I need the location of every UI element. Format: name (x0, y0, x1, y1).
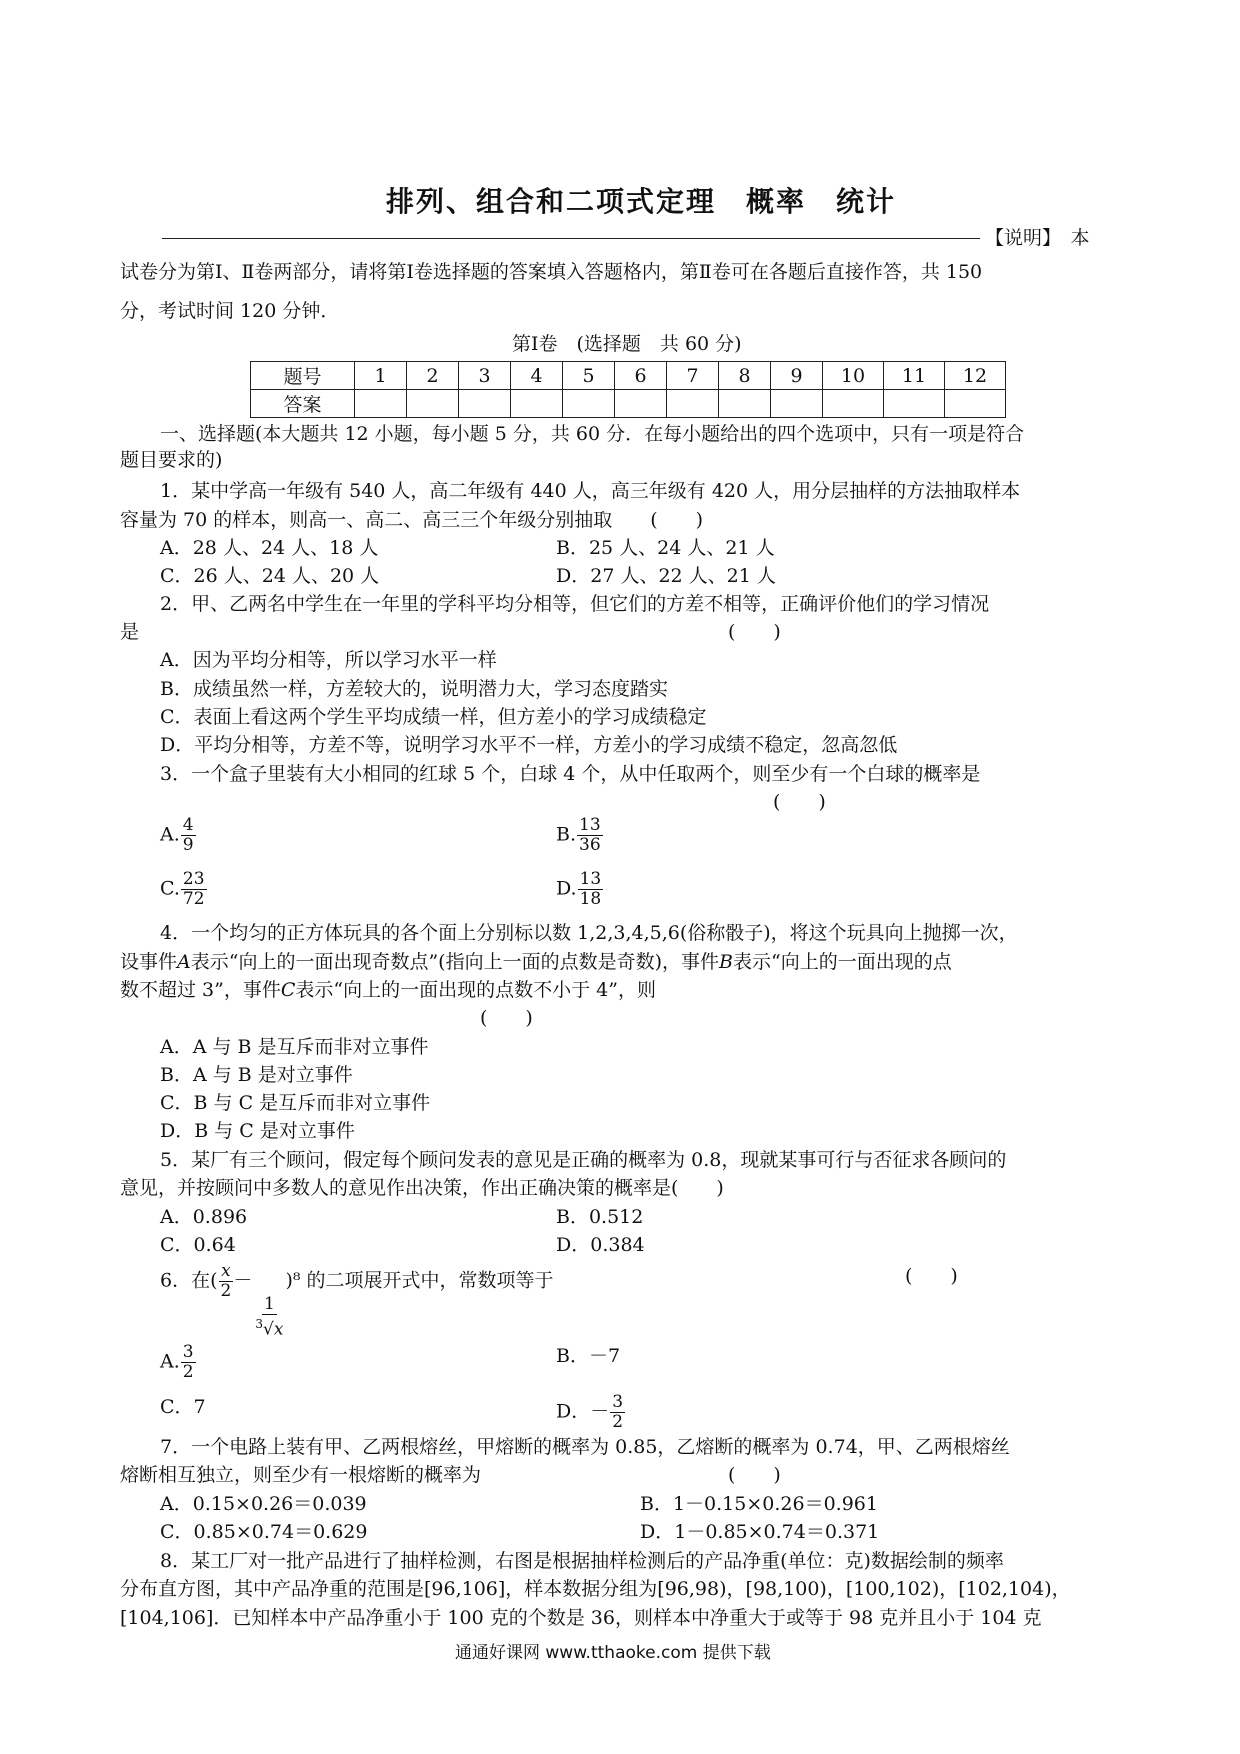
q2-stem-1: 2．甲、乙两名中学生在一年里的学科平均分相等，但它们的方差不相等，正确评价他们的学习情况 (160, 593, 990, 615)
q8-stem-2: 分布直方图，其中产品净重的范围是[96,106]，样本数据分组为[96,98)，[98,100)，[100,102)，[102,104)， (120, 1578, 1071, 1600)
q7-option-d: D．1－0.85×0.74＝0.371 (640, 1521, 880, 1543)
numerator: 4 (182, 815, 194, 835)
q1-option-a: A．28 人、24 人、18 人 (160, 537, 379, 559)
answer-cell[interactable] (407, 390, 459, 418)
text-run: 表示“向上的一面出现的点 (732, 951, 952, 973)
fraction (181, 816, 196, 855)
q3-option-c (160, 870, 207, 909)
q7-option-a: A．0.15×0.26＝0.039 (160, 1493, 367, 1515)
q6-stem (160, 1262, 554, 1339)
answer-cell[interactable] (771, 390, 823, 418)
section-heading-line-1: 一、选择题(本大题共 12 小题，每小题 5 分，共 60 分．在每小题给出的四个选项中，只有一项是符合 (160, 423, 1025, 445)
question-number-cell: 5 (563, 362, 615, 390)
q6-option-b: B．－7 (556, 1345, 621, 1367)
text-run: 表示“向上的一面出现的点数不小于 4”，则 (295, 979, 656, 1001)
numerator: 23 (182, 869, 205, 889)
q7-answer-paren: ( ) (728, 1464, 781, 1486)
numerator: x (221, 1261, 231, 1281)
denominator: 9 (182, 835, 194, 855)
fraction (578, 870, 604, 909)
text-run: 表示“向上的一面出现奇数点”(指向上一面的点数是奇数)，事件 (190, 951, 720, 973)
option-label: D．－ (556, 1400, 610, 1423)
answer-table (250, 361, 1006, 418)
q2-answer-paren: ( ) (728, 621, 781, 643)
table-header-cell: 题号 (251, 362, 355, 390)
text-run: 设事件 (120, 951, 178, 973)
minus-sign: － (233, 1269, 253, 1292)
denominator: 36 (579, 835, 601, 855)
fraction (610, 1393, 625, 1432)
q7-option-b: B．1－0.15×0.26＝0.961 (640, 1493, 878, 1515)
q6-option-c: C．7 (160, 1396, 206, 1418)
q4-option-c: C．B 与 C 是互斥而非对立事件 (160, 1092, 431, 1114)
q4-answer-paren: ( ) (480, 1007, 533, 1029)
note-label: 【说明】 本 (985, 227, 1090, 249)
section-heading-line-2: 题目要求的) (120, 449, 223, 471)
answer-cell[interactable] (945, 390, 1006, 418)
question-number-cell: 11 (884, 362, 945, 390)
q3-option-d (556, 870, 603, 909)
q2-stem-2: 是 (120, 621, 140, 643)
q5-option-c: C．0.64 (160, 1234, 236, 1256)
radical-icon: √ (263, 1319, 274, 1340)
text-run: )⁸ 的二项展开式中，常数项等于 (285, 1269, 554, 1292)
q4-option-b: B．A 与 B 是对立事件 (160, 1064, 353, 1086)
answer-cell[interactable] (459, 390, 511, 418)
answer-cell[interactable] (719, 390, 771, 418)
q2-option-c: C．表面上看这两个学生平均成绩一样，但方差小的学习成绩稳定 (160, 706, 707, 728)
q5-stem-2: 意见，并按顾问中多数人的意见作出决策，作出正确决策的概率是( ) (120, 1177, 724, 1199)
title-rule (162, 238, 980, 239)
option-label: A. (160, 1350, 180, 1373)
radicand: x (273, 1319, 284, 1340)
numerator: 13 (579, 815, 601, 835)
q7-option-c: C．0.85×0.74＝0.629 (160, 1521, 368, 1543)
page-title: 排列、组合和二项式定理 概率 统计 (386, 185, 897, 218)
q1-option-b: B．25 人、24 人、21 人 (556, 537, 775, 559)
answer-cell[interactable] (667, 390, 719, 418)
q4-stem-3 (120, 976, 656, 1004)
denominator (253, 1315, 285, 1340)
answer-cell[interactable] (511, 390, 563, 418)
numerator: 3 (612, 1392, 624, 1412)
event-b: B (719, 951, 733, 973)
q2-option-b: B．成绩虽然一样，方差较大的，说明潜力大，学习态度踏实 (160, 678, 668, 700)
question-number-cell: 4 (511, 362, 563, 390)
question-number-cell: 3 (459, 362, 511, 390)
numerator: 3 (182, 1342, 194, 1362)
q5-stem-1: 5．某厂有三个顾问，假定每个顾问发表的意见是正确的概率为 0.8，现就某事可行与否征求各顾问的 (160, 1149, 1007, 1171)
event-a: A (177, 951, 191, 973)
table-row (251, 362, 1006, 390)
text-run: 6．在( (160, 1269, 218, 1292)
question-number-cell: 2 (407, 362, 459, 390)
intro-line-2: 分，考试时间 120 分钟． (120, 300, 340, 322)
numerator: 1 (263, 1293, 275, 1314)
q4-stem-2 (120, 948, 952, 976)
answer-cell[interactable] (355, 390, 407, 418)
footer-text: 通通好课网 www.tthaoke.com 提供下载 (455, 1643, 771, 1663)
option-label: D. (556, 877, 577, 900)
question-number-cell: 12 (945, 362, 1006, 390)
q5-option-b: B．0.512 (556, 1206, 644, 1228)
intro-line-1: 试卷分为第Ⅰ、Ⅱ卷两部分，请将第Ⅰ卷选择题的答案填入答题格内，第Ⅱ卷可在各题后直接作答，共 150 (120, 261, 983, 283)
q7-stem-2: 熔断相互独立，则至少有一根熔断的概率为 (120, 1464, 482, 1486)
q7-stem-1: 7．一个电路上装有甲、乙两根熔丝，甲熔断的概率为 0.85，乙熔断的概率为 0.74，甲、乙两根熔丝 (160, 1436, 1010, 1458)
option-label: C. (160, 877, 180, 900)
q6-option-a (160, 1343, 196, 1382)
option-label: B. (556, 823, 577, 846)
answer-cell[interactable] (884, 390, 945, 418)
q4-option-d: D．B 与 C 是对立事件 (160, 1120, 355, 1142)
q3-answer-paren: ( ) (773, 791, 826, 813)
question-number-cell: 9 (771, 362, 823, 390)
answer-cell[interactable] (563, 390, 615, 418)
q8-stem-3: [104,106]．已知样本中产品净重小于 100 克的个数是 36，则样本中净重大于或等于 98 克并且小于 104 克 (120, 1607, 1042, 1629)
volume-heading: 第Ⅰ卷 (选择题 共 60 分) (512, 333, 742, 355)
table-row (251, 390, 1006, 418)
fraction (181, 1343, 196, 1382)
q1-option-c: C．26 人、24 人、20 人 (160, 565, 380, 587)
question-number-cell: 7 (667, 362, 719, 390)
question-number-cell: 6 (615, 362, 667, 390)
numerator: 13 (579, 869, 602, 889)
q4-option-a: A．A 与 B 是互斥而非对立事件 (160, 1036, 429, 1058)
fraction-x-over-2 (219, 1262, 234, 1301)
q5-option-a: A．0.896 (160, 1206, 248, 1228)
q2-option-a: A．因为平均分相等，所以学习水平一样 (160, 649, 497, 671)
option-label: A. (160, 823, 180, 846)
q3-stem: 3．一个盒子里装有大小相同的红球 5 个，白球 4 个，从中任取两个，则至少有一个白球的概率是 (160, 763, 981, 785)
q3-option-a (160, 816, 196, 855)
denominator: 2 (182, 1362, 194, 1382)
q8-stem-1: 8．某工厂对一批产品进行了抽样检测，右图是根据抽样检测后的产品净重(单位：克)数据绘制的频率 (160, 1550, 1004, 1572)
q4-stem-1: 4．一个均匀的正方体玩具的各个面上分别标以数 1,2,3,4,5,6(俗称骰子)，将这个玩具向上抛掷一次， (160, 922, 1018, 944)
event-c: C (280, 979, 296, 1001)
q5-option-d: D．0.384 (556, 1234, 645, 1256)
q2-option-d: D．平均分相等，方差不等，说明学习水平不一样，方差小的学习成绩不稳定，忽高忽低 (160, 734, 898, 756)
denominator: 72 (182, 889, 205, 909)
denominator: 2 (612, 1412, 624, 1432)
q6-option-d (556, 1393, 625, 1432)
question-number-cell: 1 (355, 362, 407, 390)
text-run: 数不超过 3”，事件 (120, 979, 281, 1001)
root-index: 3 (255, 1316, 263, 1331)
fraction (181, 870, 207, 909)
question-number-cell: 8 (719, 362, 771, 390)
fraction-one-over-cuberoot-x (253, 1295, 285, 1340)
q1-stem-1: 1．某中学高一年级有 540 人，高二年级有 440 人，高三年级有 420 人，用分层抽样的方法抽取样本 (160, 480, 1021, 502)
fraction (577, 816, 603, 855)
table-header-cell: 答案 (251, 390, 355, 418)
answer-cell[interactable] (823, 390, 884, 418)
q1-option-d: D．27 人、22 人、21 人 (556, 565, 776, 587)
denominator: 18 (579, 889, 602, 909)
q6-answer-paren: ( ) (905, 1265, 958, 1287)
question-number-cell: 10 (823, 362, 884, 390)
q1-stem-2: 容量为 70 的样本，则高一、高二、高三三个年级分别抽取 ( ) (120, 509, 704, 531)
q3-option-b (556, 816, 603, 855)
denominator: 2 (220, 1281, 232, 1301)
answer-cell[interactable] (615, 390, 667, 418)
